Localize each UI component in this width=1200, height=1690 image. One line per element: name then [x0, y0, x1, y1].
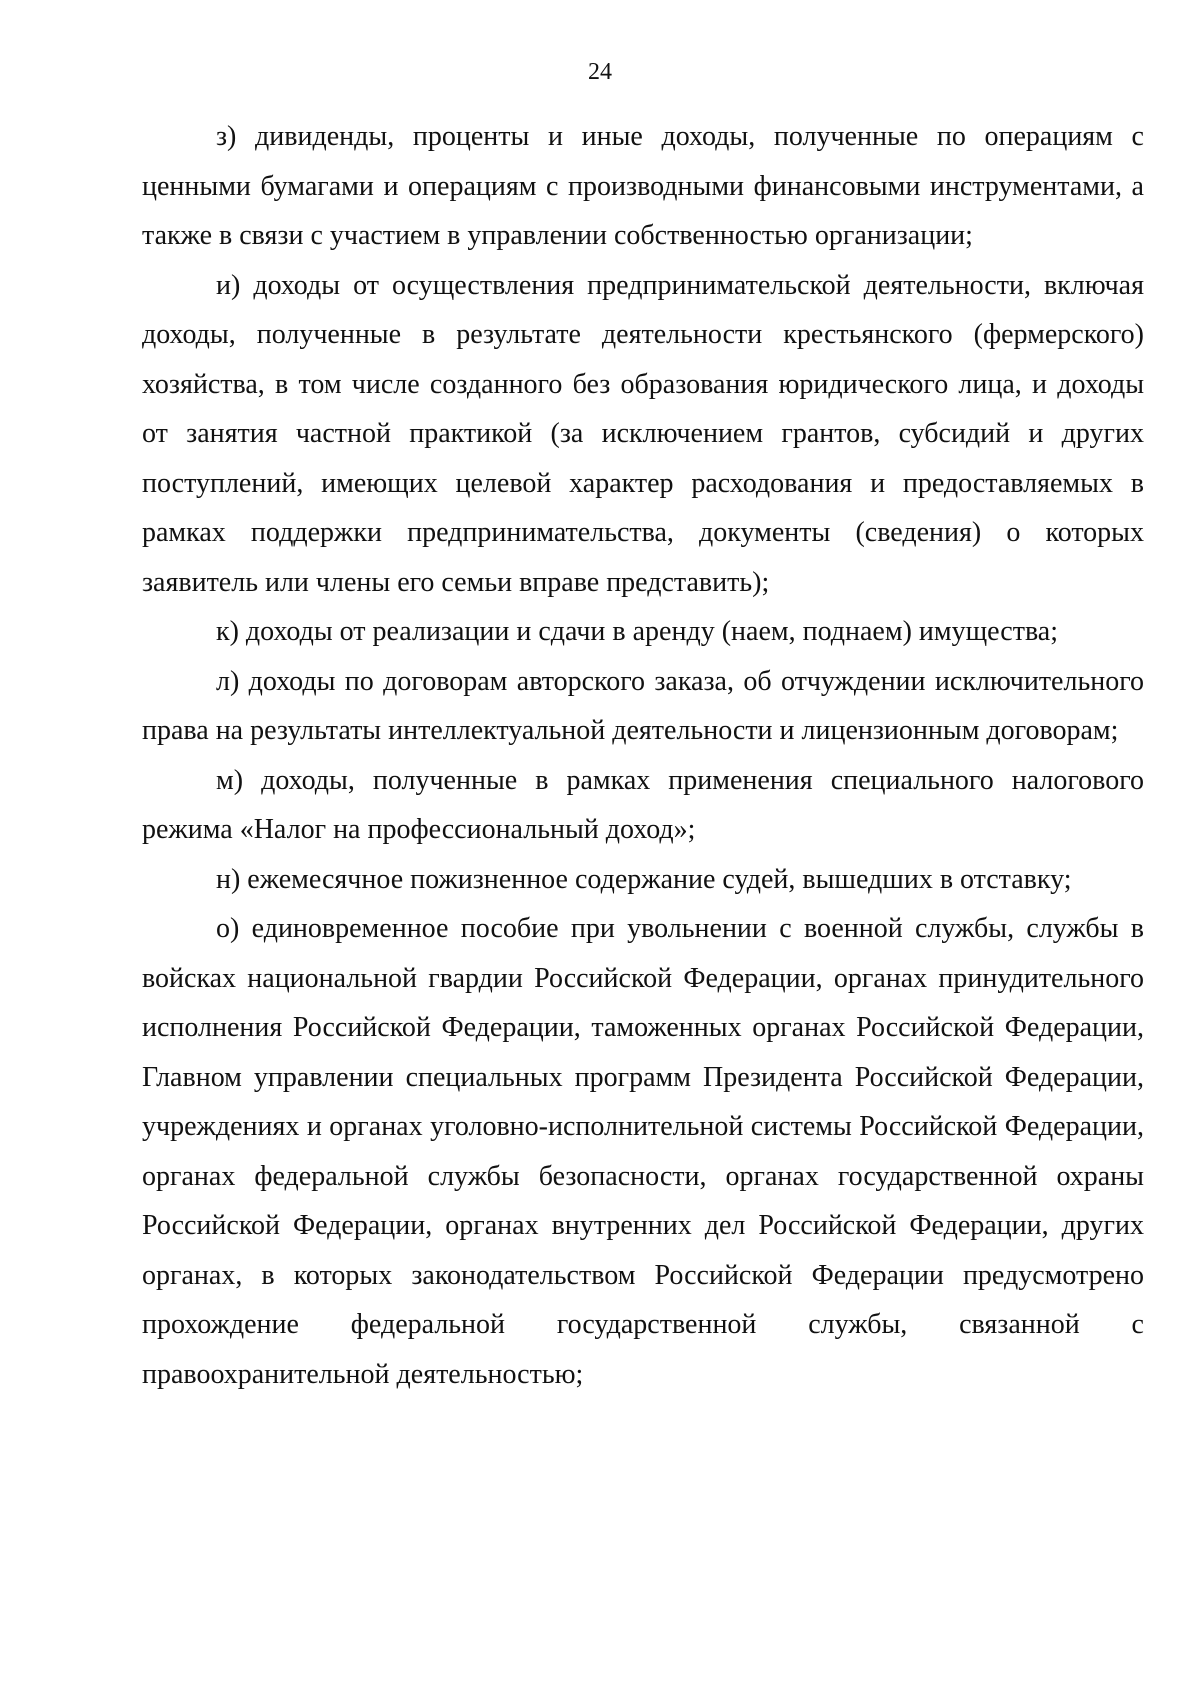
- paragraph-m: м) доходы, полученные в рамках применения специального налогового режима «Налог на профессиональный доход»;: [142, 764, 1144, 845]
- paragraph-o: о) единовременное пособие при увольнении с военной службы, службы в войсках национальной гвардии Российской Федерации, органах принудительного исполнения Российской Федерации, таможенных органах Российской Федерации, Главном управлении специальных программ Президента Российской Федерации, учреждениях и органах уголовно-исполнительной системы Российской Федерации, органах федеральной службы безопасности, органах государственной охраны Российской Федерации, органах внутренних дел Российской Федерации, других органах, в которых законодательством Российской Федерации предусмотрено прохождение федеральной государственной службы, связанной с правоохранительной деятельностью;: [142, 913, 1144, 1390]
- paragraph-k: к) доходы от реализации и сдачи в аренду (наем, поднаем) имущества;: [216, 616, 1059, 647]
- paragraph-l: л) доходы по договорам авторского заказа, об отчуждении исключительного права на результаты интеллектуальной деятельности и лицензионным договорам;: [142, 665, 1144, 746]
- paragraph-z: з) дивиденды, проценты и иные доходы, полученные по операциям с ценными бумагами и операциям с производными финансовыми инструментами, а также в связи с участием в управлении собственностью организации;: [142, 121, 1144, 251]
- paragraph-i: и) доходы от осуществления предпринимательской деятельности, включая доходы, полученные в результате деятельности крестьянского (фермерского) хозяйства, в том числе созданного без образования юридического лица, и доходы от занятия частной практикой (за исключением грантов, субсидий и других поступлений, имеющих целевой характер расходования и предоставляемых в рамках поддержки предпринимательства, документы (сведения) о которых заявитель или члены его семьи вправе представить);: [142, 269, 1144, 598]
- paragraph-n: н) ежемесячное пожизненное содержание судей, вышедших в отставку;: [216, 863, 1072, 895]
- document-body: [142, 112, 1144, 1399]
- page-number: 24: [588, 59, 612, 85]
